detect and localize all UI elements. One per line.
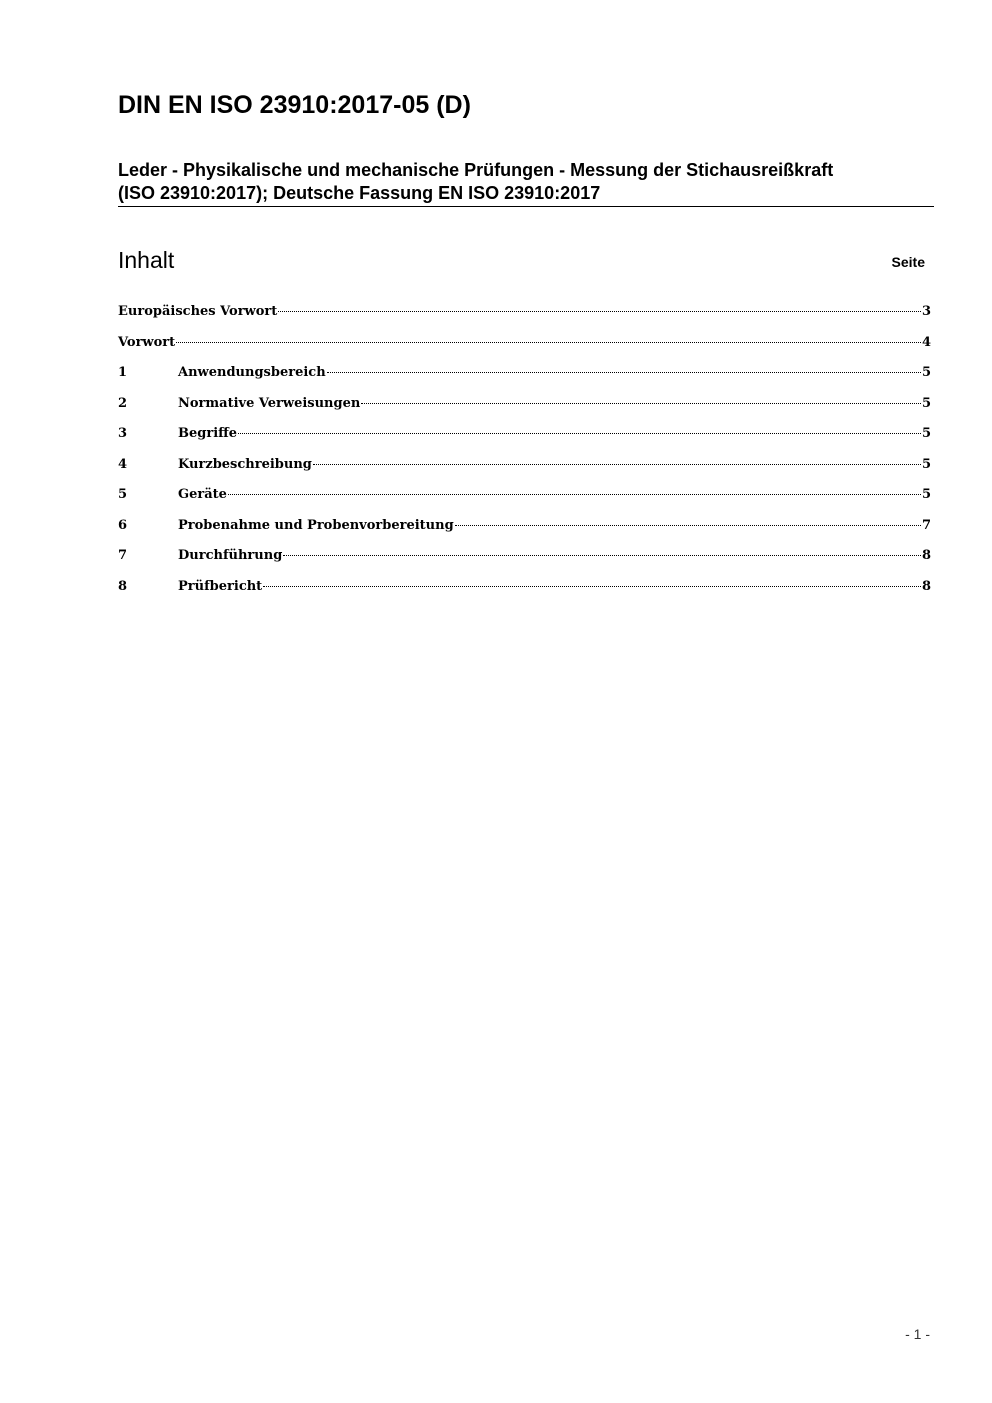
toc-entry-label: Kurzbeschreibung xyxy=(178,456,312,472)
toc-entry-number: 8 xyxy=(118,578,128,594)
toc-entry-normative-verweisungen[interactable] xyxy=(118,392,931,423)
toc-dot-leader xyxy=(313,464,921,465)
toc-entry-page: 5 xyxy=(921,456,931,472)
toc-entry-page: 5 xyxy=(921,395,931,411)
toc-entry-number: 6 xyxy=(118,517,128,533)
toc-entry-begriffe[interactable] xyxy=(118,422,931,453)
toc-entry-probenahme[interactable] xyxy=(118,514,931,545)
toc-entry-label: Prüfbericht xyxy=(178,578,263,594)
toc-entry-label: Durchführung xyxy=(178,548,283,563)
toc-entry-page: 5 xyxy=(921,365,931,380)
toc-entry-label: Geräte xyxy=(178,487,227,502)
toc-entry-geraete[interactable] xyxy=(118,483,931,514)
toc-entry-number: 5 xyxy=(118,487,128,502)
toc-entry-label: Probenahme und Probenvorbereitung xyxy=(178,517,454,533)
toc-entry-label: Vorwort xyxy=(118,334,176,350)
toc-dot-leader xyxy=(238,433,921,434)
toc-entry-page: 8 xyxy=(921,578,931,594)
toc-dot-leader xyxy=(327,372,921,373)
toc-entry-label: Begriffe xyxy=(178,426,238,441)
toc-entry-number: 4 xyxy=(118,456,128,472)
toc-dot-leader xyxy=(283,555,921,556)
toc-dot-leader xyxy=(176,342,921,343)
toc-entry-page: 4 xyxy=(921,334,931,350)
toc-entry-anwendungsbereich[interactable] xyxy=(118,361,931,392)
toc-entry-page: 5 xyxy=(921,426,931,441)
toc-page-column-label: Seite xyxy=(891,254,925,270)
toc-dot-leader xyxy=(361,403,921,404)
toc-heading: Inhalt xyxy=(118,247,175,273)
toc-dot-leader xyxy=(278,311,921,312)
toc-entry-page: 5 xyxy=(921,487,931,502)
toc-entry-page: 3 xyxy=(921,304,931,319)
page-number: - 1 - xyxy=(905,1326,930,1342)
toc-entry-europaeisches-vorwort[interactable] xyxy=(118,300,931,331)
title-divider xyxy=(118,206,934,207)
document-title: DIN EN ISO 23910:2017-05 (D) xyxy=(118,91,471,119)
table-of-contents xyxy=(118,300,931,605)
subtitle-line-1: Leder - Physikalische und mechanische Prüfungen - Messung der Stichausreißkraft xyxy=(118,160,834,180)
toc-entry-number: 7 xyxy=(118,548,128,563)
toc-dot-leader xyxy=(263,586,921,587)
toc-entry-durchfuehrung[interactable] xyxy=(118,544,931,575)
toc-entry-label: Anwendungsbereich xyxy=(178,365,326,380)
toc-entry-number: 1 xyxy=(118,365,128,380)
toc-entry-pruefbericht[interactable] xyxy=(118,575,931,606)
toc-dot-leader xyxy=(455,525,921,526)
toc-entry-page: 8 xyxy=(921,548,931,563)
toc-entry-label: Normative Verweisungen xyxy=(178,395,361,411)
toc-entry-page: 7 xyxy=(921,517,931,533)
toc-entry-kurzbeschreibung[interactable] xyxy=(118,453,931,484)
toc-dot-leader xyxy=(228,494,921,495)
toc-entry-vorwort[interactable] xyxy=(118,331,931,362)
subtitle-line-2: (ISO 23910:2017); Deutsche Fassung EN ISO 23910:2017 xyxy=(118,183,601,203)
document-subtitle xyxy=(118,159,934,205)
toc-entry-number: 3 xyxy=(118,426,128,441)
toc-entry-number: 2 xyxy=(118,395,128,411)
toc-entry-label: Europäisches Vorwort xyxy=(118,304,278,319)
